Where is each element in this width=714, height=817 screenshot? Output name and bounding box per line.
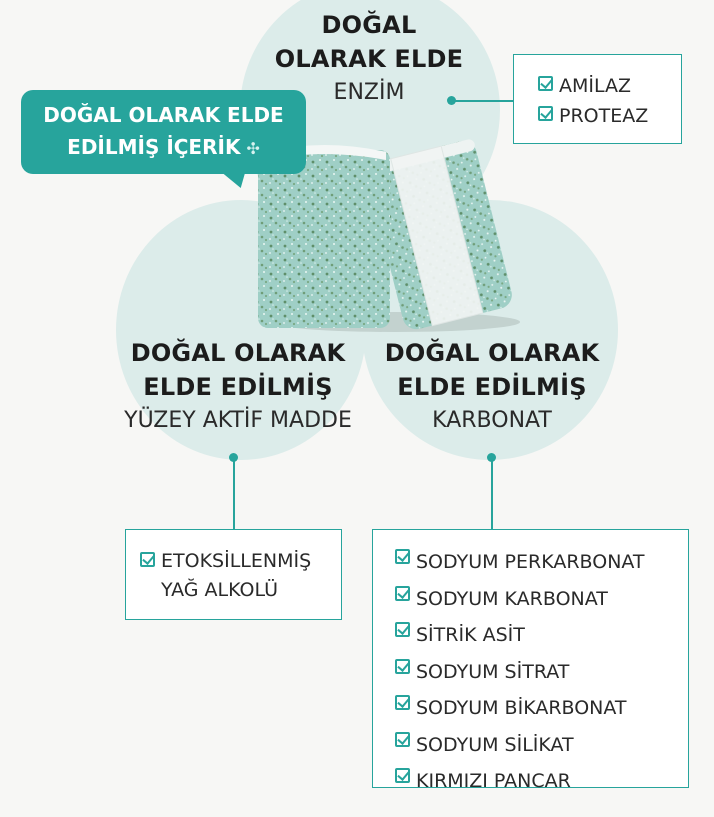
enzyme-list-box bbox=[513, 54, 682, 144]
checkbox-icon bbox=[538, 106, 553, 121]
sparkle-icon: ✣ bbox=[246, 139, 260, 158]
surfactant-subtitle: YÜZEY AKTİF MADDE bbox=[124, 408, 352, 433]
carbonate-subtitle: KARBONAT bbox=[432, 408, 552, 433]
surfactant-list-box bbox=[125, 529, 342, 620]
checkbox-icon bbox=[538, 76, 553, 91]
enzyme-heading bbox=[262, 8, 476, 110]
enzyme-subtitle: ENZİM bbox=[333, 80, 405, 105]
enzyme-title-line1: DOĞAL bbox=[321, 11, 417, 39]
connector-line-enzyme bbox=[455, 100, 513, 102]
list-item: SODYUM PERKARBONAT bbox=[395, 544, 688, 581]
checkbox-icon bbox=[395, 695, 410, 710]
connector-line-surfactant bbox=[233, 461, 235, 529]
checkbox-icon bbox=[395, 622, 410, 637]
enzyme-title-line2: OLARAK ELDE bbox=[274, 45, 464, 73]
checkbox-icon bbox=[395, 549, 410, 564]
checkbox-icon bbox=[395, 586, 410, 601]
list-item: SODYUM SİLİKAT bbox=[395, 727, 688, 764]
surfactant-heading bbox=[110, 336, 366, 438]
list-item: ETOKSİLLENMİŞ YAĞ ALKOLÜ bbox=[140, 547, 341, 605]
list-item: PROTEAZ bbox=[538, 101, 681, 131]
list-item: AMİLAZ bbox=[538, 71, 681, 101]
checkbox-icon bbox=[395, 768, 410, 783]
list-item: SODYUM SİTRAT bbox=[395, 654, 688, 691]
list-item: SODYUM KARBONAT bbox=[395, 581, 688, 618]
checkbox-icon bbox=[140, 552, 155, 567]
carbonate-title-line2: ELDE EDİLMİŞ bbox=[397, 373, 587, 401]
checkbox-icon bbox=[395, 732, 410, 747]
list-item: SİTRİK ASİT bbox=[395, 617, 688, 654]
carbonate-list-box bbox=[372, 529, 689, 792]
checkbox-icon bbox=[395, 659, 410, 674]
surfactant-title-line2: ELDE EDİLMİŞ bbox=[143, 373, 333, 401]
connector-line-carbonate bbox=[491, 461, 493, 529]
carbonate-heading bbox=[364, 336, 620, 438]
badge-line1: DOĞAL OLARAK ELDE bbox=[43, 103, 284, 127]
carbonate-title-line1: DOĞAL OLARAK bbox=[384, 339, 600, 367]
surfactant-title-line1: DOĞAL OLARAK bbox=[130, 339, 346, 367]
list-item: SODYUM BİKARBONAT bbox=[395, 690, 688, 727]
badge-line2: EDİLMİŞ İÇERİK bbox=[67, 135, 241, 159]
list-item: KIRMIZI PANCAR bbox=[395, 763, 688, 800]
